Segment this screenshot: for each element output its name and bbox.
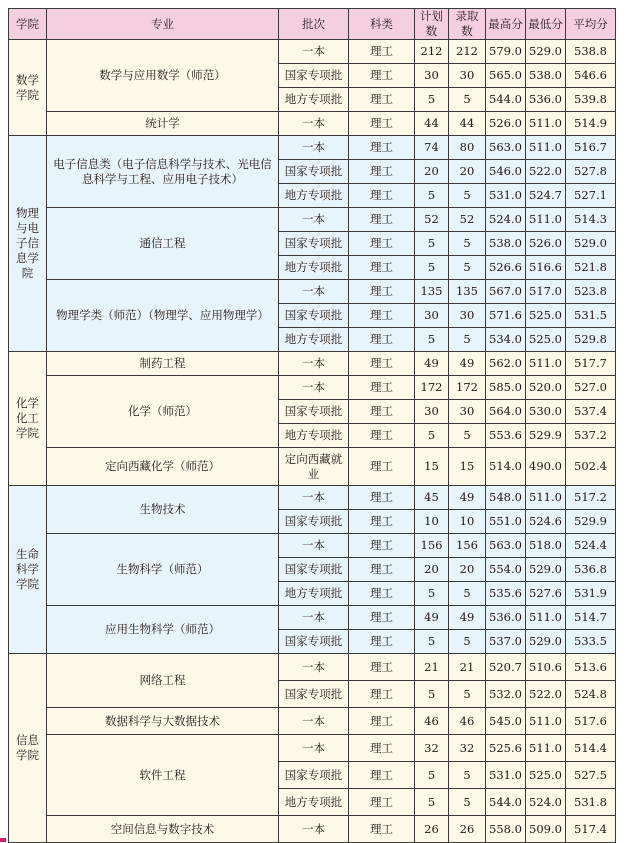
batch-cell: 一本	[279, 735, 349, 762]
admitted-count-cell: 135	[449, 280, 486, 304]
batch-cell: 一本	[279, 376, 349, 400]
max-score-cell: 536.0	[486, 606, 526, 630]
plan-count-cell: 74	[415, 136, 449, 160]
max-score-cell: 537.0	[486, 630, 526, 654]
college-cell: 化学化工学院	[9, 352, 47, 486]
avg-score-cell: 513.6	[566, 654, 616, 681]
major-cell: 数学与应用数学（师范）	[47, 40, 279, 112]
plan-count-cell: 172	[415, 376, 449, 400]
avg-score-cell: 517.6	[566, 708, 616, 735]
max-score-cell: 520.7	[486, 654, 526, 681]
admitted-count-cell: 172	[449, 376, 486, 400]
category-cell: 理工	[349, 789, 415, 816]
category-cell: 理工	[349, 280, 415, 304]
plan-count-cell: 30	[415, 400, 449, 424]
plan-count-cell: 5	[415, 789, 449, 816]
admitted-count-cell: 5	[449, 681, 486, 708]
category-cell: 理工	[349, 816, 415, 843]
plan-count-cell: 5	[415, 424, 449, 448]
header-max-score: 最高分	[486, 9, 526, 40]
avg-score-cell: 537.2	[566, 424, 616, 448]
admitted-count-cell: 20	[449, 160, 486, 184]
max-score-cell: 567.0	[486, 280, 526, 304]
min-score-cell: 526.0	[526, 232, 566, 256]
batch-cell: 国家专项批	[279, 64, 349, 88]
header-college: 学院	[9, 9, 47, 40]
category-cell: 理工	[349, 208, 415, 232]
batch-cell: 一本	[279, 40, 349, 64]
batch-cell: 定向西藏就业	[279, 448, 349, 486]
min-score-cell: 511.0	[526, 352, 566, 376]
avg-score-cell: 533.5	[566, 630, 616, 654]
batch-cell: 地方专项批	[279, 256, 349, 280]
avg-score-cell: 539.8	[566, 88, 616, 112]
major-cell: 制药工程	[47, 352, 279, 376]
admissions-table	[8, 8, 616, 843]
college-cell: 数学学院	[9, 40, 47, 136]
max-score-cell: 532.0	[486, 681, 526, 708]
batch-cell: 一本	[279, 708, 349, 735]
max-score-cell: 544.0	[486, 88, 526, 112]
min-score-cell: 518.0	[526, 534, 566, 558]
min-score-cell: 530.0	[526, 400, 566, 424]
category-cell: 理工	[349, 304, 415, 328]
plan-count-cell: 30	[415, 304, 449, 328]
category-cell: 理工	[349, 582, 415, 606]
avg-score-cell: 514.3	[566, 208, 616, 232]
table-row	[9, 735, 616, 762]
header-min-score: 最低分	[526, 9, 566, 40]
table-body	[9, 40, 616, 843]
batch-cell: 地方专项批	[279, 582, 349, 606]
min-score-cell: 511.0	[526, 208, 566, 232]
major-cell: 电子信息类（电子信息科学与技术、光电信息科学与工程、应用电子技术）	[47, 136, 279, 208]
avg-score-cell: 531.8	[566, 789, 616, 816]
min-score-cell: 525.0	[526, 762, 566, 789]
category-cell: 理工	[349, 184, 415, 208]
min-score-cell: 520.0	[526, 376, 566, 400]
avg-score-cell: 514.7	[566, 606, 616, 630]
batch-cell: 国家专项批	[279, 510, 349, 534]
max-score-cell: 558.0	[486, 816, 526, 843]
plan-count-cell: 20	[415, 160, 449, 184]
min-score-cell: 525.0	[526, 328, 566, 352]
category-cell: 理工	[349, 424, 415, 448]
avg-score-cell: 537.4	[566, 400, 616, 424]
plan-count-cell: 5	[415, 630, 449, 654]
category-cell: 理工	[349, 232, 415, 256]
max-score-cell: 551.0	[486, 510, 526, 534]
plan-count-cell: 5	[415, 328, 449, 352]
min-score-cell: 511.0	[526, 136, 566, 160]
plan-count-cell: 5	[415, 681, 449, 708]
major-cell: 软件工程	[47, 735, 279, 816]
admitted-count-cell: 30	[449, 400, 486, 424]
plan-count-cell: 32	[415, 735, 449, 762]
category-cell: 理工	[349, 654, 415, 681]
major-cell: 生物技术	[47, 486, 279, 534]
plan-count-cell: 52	[415, 208, 449, 232]
category-cell: 理工	[349, 630, 415, 654]
admitted-count-cell: 10	[449, 510, 486, 534]
max-score-cell: 571.6	[486, 304, 526, 328]
batch-cell: 一本	[279, 208, 349, 232]
max-score-cell: 526.6	[486, 256, 526, 280]
avg-score-cell: 536.8	[566, 558, 616, 582]
plan-count-cell: 30	[415, 64, 449, 88]
avg-score-cell: 527.1	[566, 184, 616, 208]
category-cell: 理工	[349, 136, 415, 160]
max-score-cell: 579.0	[486, 40, 526, 64]
admitted-count-cell: 5	[449, 630, 486, 654]
min-score-cell: 536.0	[526, 88, 566, 112]
batch-cell: 国家专项批	[279, 160, 349, 184]
admitted-count-cell: 26	[449, 816, 486, 843]
category-cell: 理工	[349, 448, 415, 486]
min-score-cell: 517.0	[526, 280, 566, 304]
header-row	[9, 9, 616, 40]
plan-count-cell: 20	[415, 558, 449, 582]
admitted-count-cell: 5	[449, 762, 486, 789]
min-score-cell: 538.0	[526, 64, 566, 88]
max-score-cell: 531.0	[486, 762, 526, 789]
major-cell: 应用生物科学（师范）	[47, 606, 279, 654]
avg-score-cell: 521.8	[566, 256, 616, 280]
batch-cell: 一本	[279, 534, 349, 558]
table-row	[9, 816, 616, 843]
table-row	[9, 486, 616, 510]
avg-score-cell: 517.4	[566, 816, 616, 843]
min-score-cell: 522.0	[526, 160, 566, 184]
batch-cell: 国家专项批	[279, 681, 349, 708]
category-cell: 理工	[349, 510, 415, 534]
admitted-count-cell: 49	[449, 486, 486, 510]
admitted-count-cell: 80	[449, 136, 486, 160]
major-cell: 生物科学（师范）	[47, 534, 279, 606]
table-row	[9, 606, 616, 630]
plan-count-cell: 5	[415, 582, 449, 606]
admitted-count-cell: 46	[449, 708, 486, 735]
admitted-count-cell: 212	[449, 40, 486, 64]
admitted-count-cell: 5	[449, 256, 486, 280]
avg-score-cell: 529.0	[566, 232, 616, 256]
admitted-count-cell: 49	[449, 606, 486, 630]
table-row	[9, 534, 616, 558]
max-score-cell: 585.0	[486, 376, 526, 400]
header-plan: 计划数	[415, 9, 449, 40]
plan-count-cell: 49	[415, 352, 449, 376]
admitted-count-cell: 156	[449, 534, 486, 558]
min-score-cell: 529.0	[526, 40, 566, 64]
batch-cell: 一本	[279, 280, 349, 304]
plan-count-cell: 44	[415, 112, 449, 136]
plan-count-cell: 21	[415, 654, 449, 681]
batch-cell: 一本	[279, 816, 349, 843]
max-score-cell: 564.0	[486, 400, 526, 424]
table-row	[9, 448, 616, 486]
max-score-cell: 544.0	[486, 789, 526, 816]
admitted-count-cell: 30	[449, 64, 486, 88]
admitted-count-cell: 5	[449, 789, 486, 816]
major-cell: 化学（师范）	[47, 376, 279, 448]
min-score-cell: 524.6	[526, 510, 566, 534]
batch-cell: 国家专项批	[279, 400, 349, 424]
min-score-cell: 510.6	[526, 654, 566, 681]
min-score-cell: 524.7	[526, 184, 566, 208]
batch-cell: 地方专项批	[279, 328, 349, 352]
plan-count-cell: 5	[415, 232, 449, 256]
page-accent-mark	[0, 838, 6, 842]
plan-count-cell: 5	[415, 184, 449, 208]
category-cell: 理工	[349, 708, 415, 735]
batch-cell: 国家专项批	[279, 762, 349, 789]
college-cell: 生命科学学院	[9, 486, 47, 654]
max-score-cell: 554.0	[486, 558, 526, 582]
batch-cell: 一本	[279, 136, 349, 160]
min-score-cell: 522.0	[526, 681, 566, 708]
batch-cell: 地方专项批	[279, 424, 349, 448]
batch-cell: 地方专项批	[279, 88, 349, 112]
avg-score-cell: 538.8	[566, 40, 616, 64]
major-cell: 通信工程	[47, 208, 279, 280]
avg-score-cell: 514.9	[566, 112, 616, 136]
max-score-cell: 546.0	[486, 160, 526, 184]
category-cell: 理工	[349, 486, 415, 510]
category-cell: 理工	[349, 64, 415, 88]
admitted-count-cell: 5	[449, 328, 486, 352]
avg-score-cell: 531.5	[566, 304, 616, 328]
plan-count-cell: 15	[415, 448, 449, 486]
admitted-count-cell: 44	[449, 112, 486, 136]
plan-count-cell: 156	[415, 534, 449, 558]
max-score-cell: 524.0	[486, 208, 526, 232]
max-score-cell: 538.0	[486, 232, 526, 256]
admitted-count-cell: 15	[449, 448, 486, 486]
admitted-count-cell: 30	[449, 304, 486, 328]
min-score-cell: 511.0	[526, 708, 566, 735]
batch-cell: 国家专项批	[279, 558, 349, 582]
table-row	[9, 136, 616, 160]
min-score-cell: 509.0	[526, 816, 566, 843]
avg-score-cell: 527.0	[566, 376, 616, 400]
admitted-count-cell: 20	[449, 558, 486, 582]
category-cell: 理工	[349, 328, 415, 352]
table-row	[9, 654, 616, 681]
batch-cell: 一本	[279, 654, 349, 681]
category-cell: 理工	[349, 400, 415, 424]
category-cell: 理工	[349, 558, 415, 582]
category-cell: 理工	[349, 606, 415, 630]
max-score-cell: 562.0	[486, 352, 526, 376]
admitted-count-cell: 5	[449, 424, 486, 448]
table-row	[9, 208, 616, 232]
category-cell: 理工	[349, 534, 415, 558]
header-category: 科类	[349, 9, 415, 40]
admitted-count-cell: 5	[449, 88, 486, 112]
plan-count-cell: 49	[415, 606, 449, 630]
avg-score-cell: 529.8	[566, 328, 616, 352]
min-score-cell: 511.0	[526, 606, 566, 630]
avg-score-cell: 524.4	[566, 534, 616, 558]
category-cell: 理工	[349, 762, 415, 789]
max-score-cell: 565.0	[486, 64, 526, 88]
avg-score-cell: 524.8	[566, 681, 616, 708]
max-score-cell: 548.0	[486, 486, 526, 510]
avg-score-cell: 517.2	[566, 486, 616, 510]
min-score-cell: 511.0	[526, 735, 566, 762]
avg-score-cell: 527.8	[566, 160, 616, 184]
admitted-count-cell: 52	[449, 208, 486, 232]
table-row	[9, 708, 616, 735]
max-score-cell: 526.0	[486, 112, 526, 136]
min-score-cell: 524.0	[526, 789, 566, 816]
admitted-count-cell: 5	[449, 184, 486, 208]
batch-cell: 国家专项批	[279, 232, 349, 256]
college-cell: 物理与电子信息学院	[9, 136, 47, 352]
header-admitted: 录取数	[449, 9, 486, 40]
avg-score-cell: 523.8	[566, 280, 616, 304]
major-cell: 统计学	[47, 112, 279, 136]
max-score-cell: 531.0	[486, 184, 526, 208]
major-cell: 网络工程	[47, 654, 279, 708]
table-row	[9, 112, 616, 136]
max-score-cell: 514.0	[486, 448, 526, 486]
admitted-count-cell: 32	[449, 735, 486, 762]
min-score-cell: 527.6	[526, 582, 566, 606]
avg-score-cell: 527.5	[566, 762, 616, 789]
category-cell: 理工	[349, 376, 415, 400]
header-major: 专业	[47, 9, 279, 40]
table-row	[9, 280, 616, 304]
category-cell: 理工	[349, 352, 415, 376]
avg-score-cell: 531.9	[566, 582, 616, 606]
avg-score-cell: 529.9	[566, 510, 616, 534]
major-cell: 空间信息与数字技术	[47, 816, 279, 843]
batch-cell: 一本	[279, 606, 349, 630]
plan-count-cell: 26	[415, 816, 449, 843]
avg-score-cell: 516.7	[566, 136, 616, 160]
college-cell: 信息学院	[9, 654, 47, 843]
max-score-cell: 563.0	[486, 136, 526, 160]
table-row	[9, 40, 616, 64]
plan-count-cell: 46	[415, 708, 449, 735]
avg-score-cell: 517.7	[566, 352, 616, 376]
category-cell: 理工	[349, 256, 415, 280]
plan-count-cell: 5	[415, 762, 449, 789]
category-cell: 理工	[349, 112, 415, 136]
major-cell: 定向西藏化学（师范）	[47, 448, 279, 486]
plan-count-cell: 135	[415, 280, 449, 304]
max-score-cell: 525.6	[486, 735, 526, 762]
batch-cell: 地方专项批	[279, 789, 349, 816]
major-cell: 数据科学与大数据技术	[47, 708, 279, 735]
plan-count-cell: 45	[415, 486, 449, 510]
batch-cell: 一本	[279, 486, 349, 510]
batch-cell: 国家专项批	[279, 304, 349, 328]
min-score-cell: 516.6	[526, 256, 566, 280]
category-cell: 理工	[349, 160, 415, 184]
min-score-cell: 529.0	[526, 558, 566, 582]
plan-count-cell: 5	[415, 88, 449, 112]
min-score-cell: 511.0	[526, 112, 566, 136]
max-score-cell: 545.0	[486, 708, 526, 735]
category-cell: 理工	[349, 681, 415, 708]
category-cell: 理工	[349, 40, 415, 64]
major-cell: 物理学类（师范）（物理学、应用物理学）	[47, 280, 279, 352]
category-cell: 理工	[349, 735, 415, 762]
table-row	[9, 376, 616, 400]
header-avg-score: 平均分	[566, 9, 616, 40]
max-score-cell: 553.6	[486, 424, 526, 448]
max-score-cell: 534.0	[486, 328, 526, 352]
admitted-count-cell: 21	[449, 654, 486, 681]
min-score-cell: 529.0	[526, 630, 566, 654]
batch-cell: 一本	[279, 352, 349, 376]
avg-score-cell: 546.6	[566, 64, 616, 88]
admitted-count-cell: 5	[449, 232, 486, 256]
min-score-cell: 511.0	[526, 486, 566, 510]
plan-count-cell: 5	[415, 256, 449, 280]
admitted-count-cell: 49	[449, 352, 486, 376]
min-score-cell: 525.0	[526, 304, 566, 328]
category-cell: 理工	[349, 88, 415, 112]
batch-cell: 地方专项批	[279, 184, 349, 208]
avg-score-cell: 502.4	[566, 448, 616, 486]
table-row	[9, 352, 616, 376]
header-batch: 批次	[279, 9, 349, 40]
plan-count-cell: 212	[415, 40, 449, 64]
max-score-cell: 563.0	[486, 534, 526, 558]
avg-score-cell: 514.4	[566, 735, 616, 762]
admitted-count-cell: 5	[449, 582, 486, 606]
plan-count-cell: 10	[415, 510, 449, 534]
min-score-cell: 490.0	[526, 448, 566, 486]
max-score-cell: 535.6	[486, 582, 526, 606]
min-score-cell: 529.9	[526, 424, 566, 448]
batch-cell: 一本	[279, 112, 349, 136]
batch-cell: 国家专项批	[279, 630, 349, 654]
